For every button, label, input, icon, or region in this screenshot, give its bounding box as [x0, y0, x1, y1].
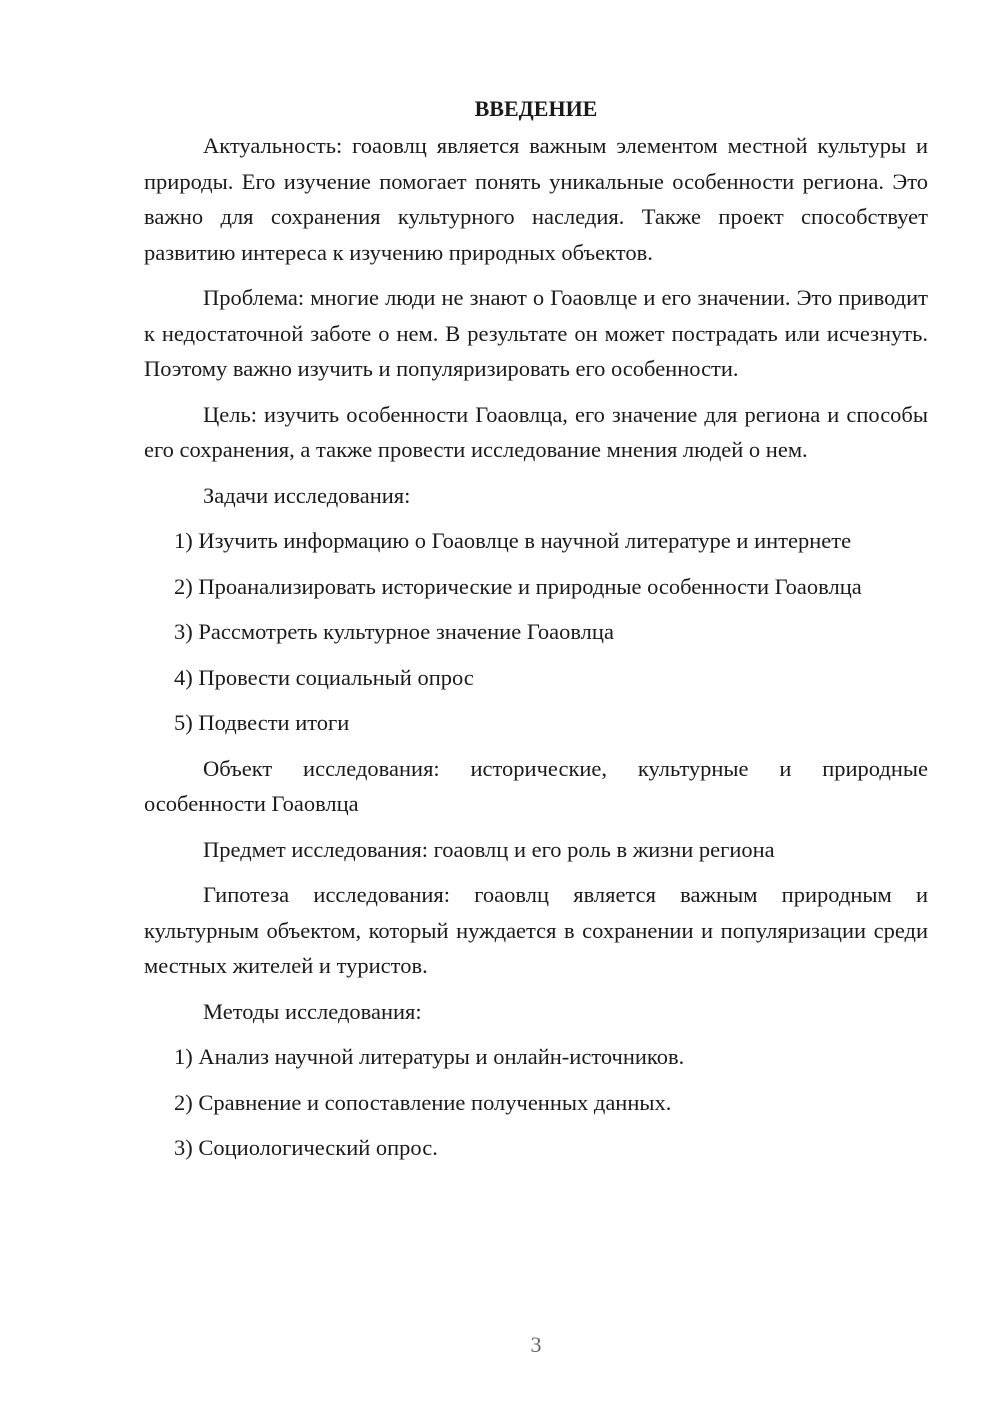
task-item: 5) Подвести итоги	[174, 710, 350, 735]
hypothesis-paragraph: Гипотеза исследования: гоаовлц является важным природным и культурным объектом, который нуждается в сохранении и популяризации среди местных жителей и туристов.	[144, 882, 928, 978]
methods-heading: Методы исследования:	[203, 998, 422, 1024]
task-item: 4) Провести социальный опрос	[174, 664, 474, 690]
task-item: 1) Изучить информацию о Гоаовлце в научной литературе и интернете	[174, 528, 852, 553]
page-title: ВВЕДЕНИЕ	[474, 96, 598, 121]
method-item: 3) Социологический опрос.	[174, 1135, 438, 1160]
problem-paragraph: Проблема: многие люди не знают о Гоаовлце и его значении. Это приводит к недостаточной заботе о нем. В результате он может пострадать или исчезнуть. Поэтому важно изучить и популяризировать его особенности.	[144, 285, 928, 381]
goal-paragraph: Цель: изучить особенности Гоаовлца, его значение для региона и способы его сохранения, а также провести исследование мнения людей о нем.	[144, 401, 928, 462]
task-item: 3) Рассмотреть культурное значение Гоаовлца	[174, 619, 614, 644]
page-number: 3	[530, 1332, 542, 1357]
document-body	[144, 92, 928, 1176]
subject-paragraph: Предмет исследования: гоаовлц и его роль в жизни региона	[203, 836, 775, 862]
method-item: 1) Анализ научной литературы и онлайн-источников.	[174, 1044, 685, 1069]
task-item: 2) Проанализировать исторические и природные особенности Гоаовлца	[174, 573, 862, 599]
tasks-heading: Задачи исследования:	[203, 482, 411, 508]
relevance-paragraph: Актуальность: гоаовлц является важным элементом местной культуры и природы. Его изучение помогает понять уникальные особенности региона. Это важно для сохранения культурного наследия. Также проект способствует развитию интереса к изучению природных объектов.	[144, 133, 928, 265]
method-item: 2) Сравнение и сопоставление полученных данных.	[174, 1089, 672, 1115]
object-paragraph: Объект исследования: исторические, культурные и природные особенности Гоаовлца	[144, 755, 928, 816]
